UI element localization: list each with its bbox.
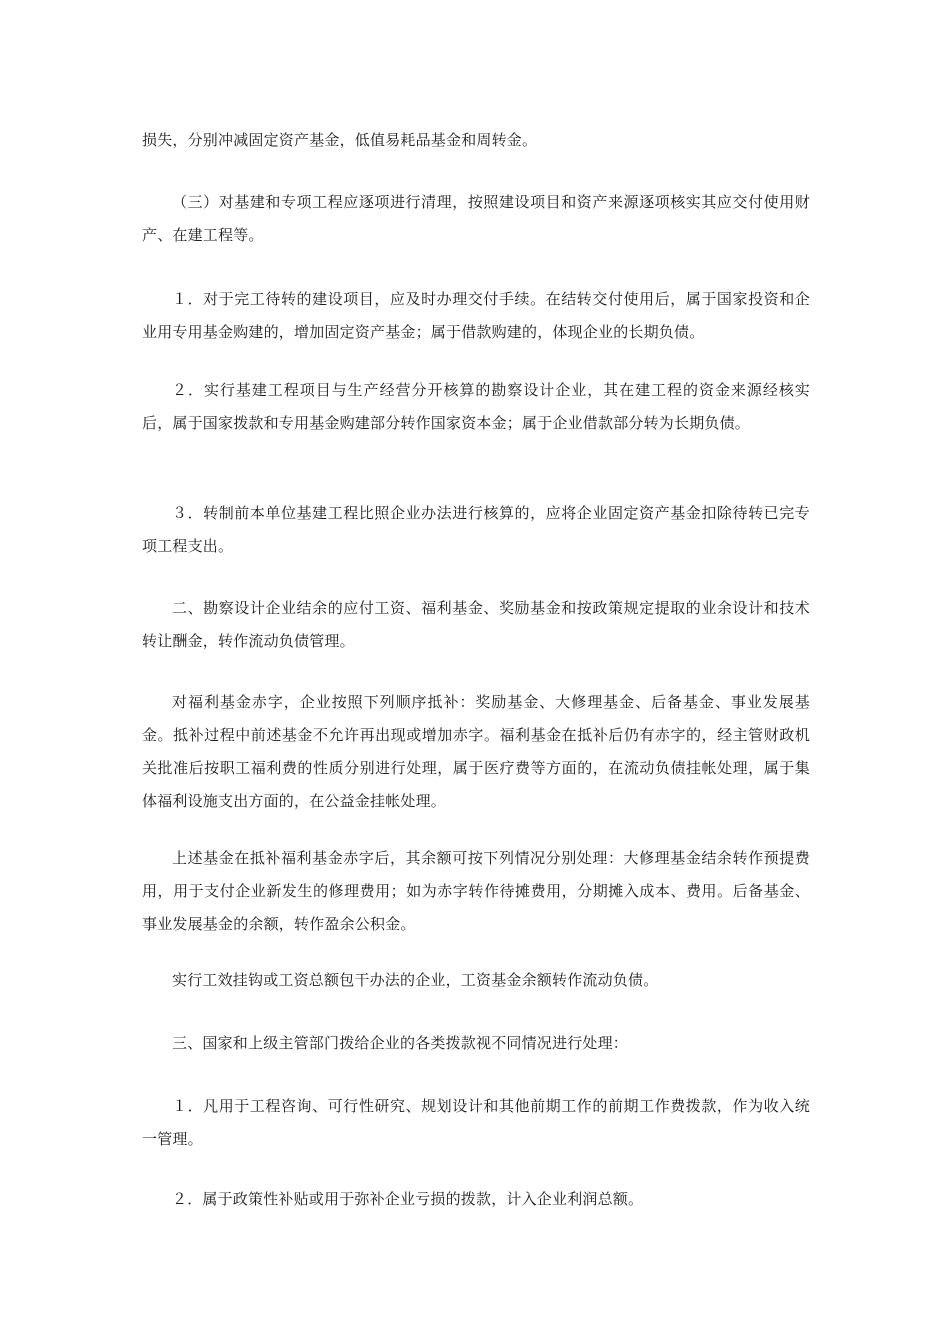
paragraph-section-3: （三）对基建和专项工程应逐项进行清理，按照建设项目和资产来源逐项核实其应交付使用财产、在建工程等。 (142, 193, 810, 244)
paragraph-wage-fund: 实行工效挂钩或工资总额包干办法的企业，工资基金余额转作流动负债。 (172, 971, 659, 989)
paragraph-allocation-1: １．凡用于工程咨询、可行性研究、规划设计和其他前期工作的前期工作费拨款，作为收入统一管理。 (142, 1097, 810, 1148)
paragraph-welfare-deficit: 对福利基金赤字，企业按照下列顺序抵补：奖励基金、大修理基金、后备基金、事业发展基金。抵补过程中前述基金不允许再出现或增加赤字。福利基金在抵补后仍有赤字的，经主管财政机关批准后按职工福利费的性质分别进行处理，属于医疗费等方面的，在流动负债挂帐处理，属于集体福利设施支出方面的，在公益金挂帐处理。 (142, 693, 810, 810)
paragraph-fund-balance: 上述基金在抵补福利基金赤字后，其余额可按下列情况分别处理：大修理基金结余转作预提费用，用于支付企业新发生的修理费用；如为赤字转作待摊费用，分期摊入成本、费用。后备基金、事业发展基金的余额，转作盈余公积金。 (142, 849, 810, 933)
paragraph-section-two: 二、勘察设计企业结余的应付工资、福利基金、奖励基金和按政策规定提取的业余设计和技术转让酬金，转作流动负债管理。 (142, 599, 810, 650)
paragraph-item-3: ３．转制前本单位基建工程比照企业办法进行核算的，应将企业固定资产基金扣除待转已完专项工程支出。 (142, 504, 810, 555)
paragraph-section-three: 三、国家和上级主管部门拨给企业的各类拨款视不同情况进行处理： (172, 1034, 629, 1052)
paragraph-allocation-2: ２．属于政策性补贴或用于弥补企业亏损的拨款，计入企业利润总额。 (172, 1190, 644, 1208)
paragraph-item-2: ２．实行基建工程项目与生产经营分开核算的勘察设计企业，其在建工程的资金来源经核实后，属于国家拨款和专用基金购建部分转作国家资本金；属于企业借款部分转为长期负债。 (142, 381, 810, 432)
paragraph-item-1: １．对于完工待转的建设项目，应及时办理交付手续。在结转交付使用后，属于国家投资和企业用专用基金购建的，增加固定资产基金；属于借款购建的，体现企业的长期负债。 (142, 290, 810, 341)
paragraph-continuation: 损失，分别冲减固定资产基金，低值易耗品基金和周转金。 (142, 131, 538, 149)
